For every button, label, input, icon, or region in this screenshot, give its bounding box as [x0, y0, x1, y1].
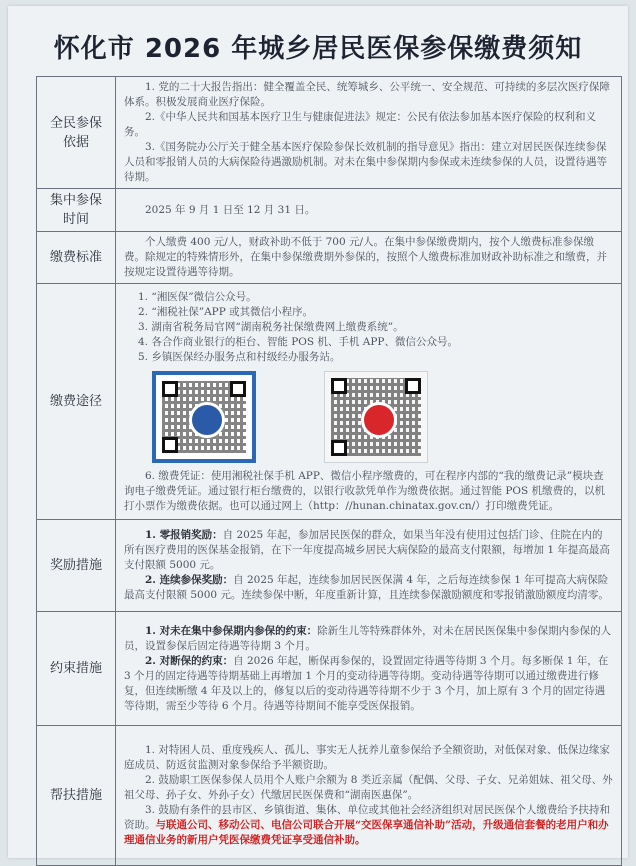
row-channels: [37, 284, 622, 520]
label-period-line1: 集中参保: [49, 193, 102, 208]
reward-cont-title: 2. 连续参保奖励：: [145, 574, 234, 586]
content-reward: [116, 520, 622, 612]
channel-item-5: 5. 乡镇医保经办服务点和村级经办服务站。: [138, 350, 341, 363]
constraint-2-text: 自 2026 年起，断保再参保的，设置固定待遇等待期 3 个月。每多断保 1 年，在 3 个月的固定待遇等待期基础上再增加 1 个月的变动待遇等待期。变动待遇等待期可以通过缴费进行修复，但连续断缴 4 年及以上的，修复以后的变动待遇等待期不少于 3 个月，加上原有 3 个月的固定待遇等待期，需至少等待 6 个月。待遇等待期间不能享受医保报销。: [124, 654, 609, 712]
basis-item-2: 2.《中华人民共和国基本医疗卫生与健康促进法》规定：公民有依法参加基本医疗保险的权利和义务。: [124, 111, 597, 138]
qr-code-icon[interactable]: [324, 371, 428, 463]
label-constraint: 约束措施: [37, 612, 116, 726]
label-standard: 缴费标准: [37, 232, 116, 284]
row-support: [37, 726, 622, 866]
content-support: [116, 726, 622, 866]
standard-text: 个人缴费 400 元/人，财政补助不低于 700 元/人。在集中参保缴费期内，按个人缴费标准参保缴费。除规定的特殊情形外，在集中参保缴费期外参保的，按照个人缴费标准加财政补助标准之和缴费，并按规定设置待遇等待期。: [124, 236, 607, 278]
row-standard: [37, 232, 622, 284]
basis-item-3: 3.《国务院办公厅关于健全基本医疗保险参保长效机制的指导意见》指出：建立对居民医保连续参保人员和零报销人员的大病保险待遇激励机制。对未在集中参保期内参保或未连续参保的人员，设置待遇等待期。: [124, 141, 607, 183]
reward-zero-text: 自 2025 年起，参加居民医保的群众，如果当年没有使用过包括门诊、住院在内的所有医疗费用的医保基金报销，在下一年度提高城乡居民大病保险的最高支付限额，每增加 1 年提高最高支付限额 5000 元。: [124, 529, 610, 571]
content-basis: [116, 77, 622, 189]
constraint-1-text: 除新生儿等特殊群体外，对未在居民医保集中参保期内参保的人员，设置参保后固定待遇等待期 3 个月。: [124, 624, 612, 652]
label-channels: 缴费途径: [37, 284, 116, 520]
notice-table: [36, 76, 622, 866]
constraint-2-title: 2. 对断保的约束：: [145, 654, 234, 667]
content-standard: [116, 232, 622, 284]
content-period: [116, 189, 622, 232]
reward-zero: [124, 528, 613, 573]
label-period: [37, 189, 116, 232]
channel-item-4: 4. 各合作商业银行的柜台、智能 POS 机、手机 APP、微信公众号。: [138, 335, 458, 348]
support-1: 1. 对特困人员、重度残疾人、孤儿、事实无人抚养儿童参保给予全额资助，对低保对象、低保边缘家庭成员、防返贫监测对象参保给予半额资助。: [124, 744, 610, 771]
channel-item-1: 1. “湘医保”微信公众号。: [138, 290, 257, 303]
label-basis-line1: 全民参保: [49, 115, 102, 131]
constraint-1: [124, 624, 613, 654]
label-basis-line2: 依据: [62, 134, 89, 150]
channel-item-2: 2. “湘税社保”APP 或其微信小程序。: [138, 305, 314, 318]
qr-code-icon[interactable]: [152, 371, 256, 463]
reward-continuous: [124, 573, 613, 603]
notice-sheet: [8, 6, 628, 858]
row-basis: [37, 77, 622, 189]
channel-voucher: 6. 缴费凭证：使用湘税社保手机 APP、微信小程序缴费的，可在程序内部的“我的缴费记录”模块查询电子缴费凭证。通过银行柜台缴费的，以银行收款凭单作为缴费依据。通过智能 POS 机缴费的，以机打小票作为缴费依据。也可以通过网上（http：//hunan.chinatax.gov.cn/）打印缴费凭证。: [124, 469, 606, 512]
support-3-highlight: 与联通公司、移动公司、电信公司联合开展“交医保享通信补助”活动，升级通信套餐的老用户和办理通信业务的新用户凭医保缴费凭证享受通信补助。: [124, 819, 609, 846]
label-reward: 奖励措施: [37, 520, 116, 612]
period-text: 2025 年 9 月 1 日至 12 月 31 日。: [145, 203, 316, 216]
label-basis: [37, 77, 116, 189]
reward-cont-text: 自 2025 年起，连续参加居民医保满 4 年，之后每连续参保 1 年可提高大病保险最高支付限额 5000 元。连续参保中断，年度重新计算，且连续参保激励额度和零报销激励额度均清零。: [124, 574, 609, 601]
channel-item-3: 3. 湖南省税务局官网“湖南税务社保缴费网上缴费系统”。: [138, 320, 404, 333]
constraint-2: [124, 654, 613, 714]
qr-code-row: [124, 365, 613, 469]
row-constraint: [37, 612, 622, 726]
reward-zero-title: 1. 零报销奖励：: [145, 529, 223, 541]
row-period: [37, 189, 622, 232]
page-title: 怀化市 2026 年城乡居民医保参保缴费须知: [53, 34, 583, 64]
support-3-text: 3. 鼓励有条件的县市区、乡镇街道、集体、单位或其他社会经济组织对居民医保个人缴费给予扶持和资助。: [124, 804, 610, 831]
content-channels: [116, 284, 622, 520]
label-period-line2: 时间: [62, 212, 89, 227]
constraint-1-title: 1. 对未在集中参保期内参保的约束：: [145, 624, 318, 637]
support-2: 2. 鼓励职工医保参保人员用个人账户余额为 8 类近亲属（配偶、父母、子女、兄弟姐妹、祖父母、外祖父母、孙子女、外孙子女）代缴居民医保费和“湖南医惠保”。: [124, 774, 613, 801]
content-constraint: [116, 612, 622, 726]
support-3: [124, 803, 613, 848]
row-reward: [37, 520, 622, 612]
basis-item-1: 1. 党的二十大报告指出：健全覆盖全民、统筹城乡、公平统一、安全规范、可持续的多层次医疗保障体系。积极发展商业医疗保险。: [124, 81, 610, 108]
label-support: 帮扶措施: [37, 726, 116, 866]
tax-emblem-icon: [361, 402, 397, 438]
emblem-icon: [189, 402, 225, 438]
